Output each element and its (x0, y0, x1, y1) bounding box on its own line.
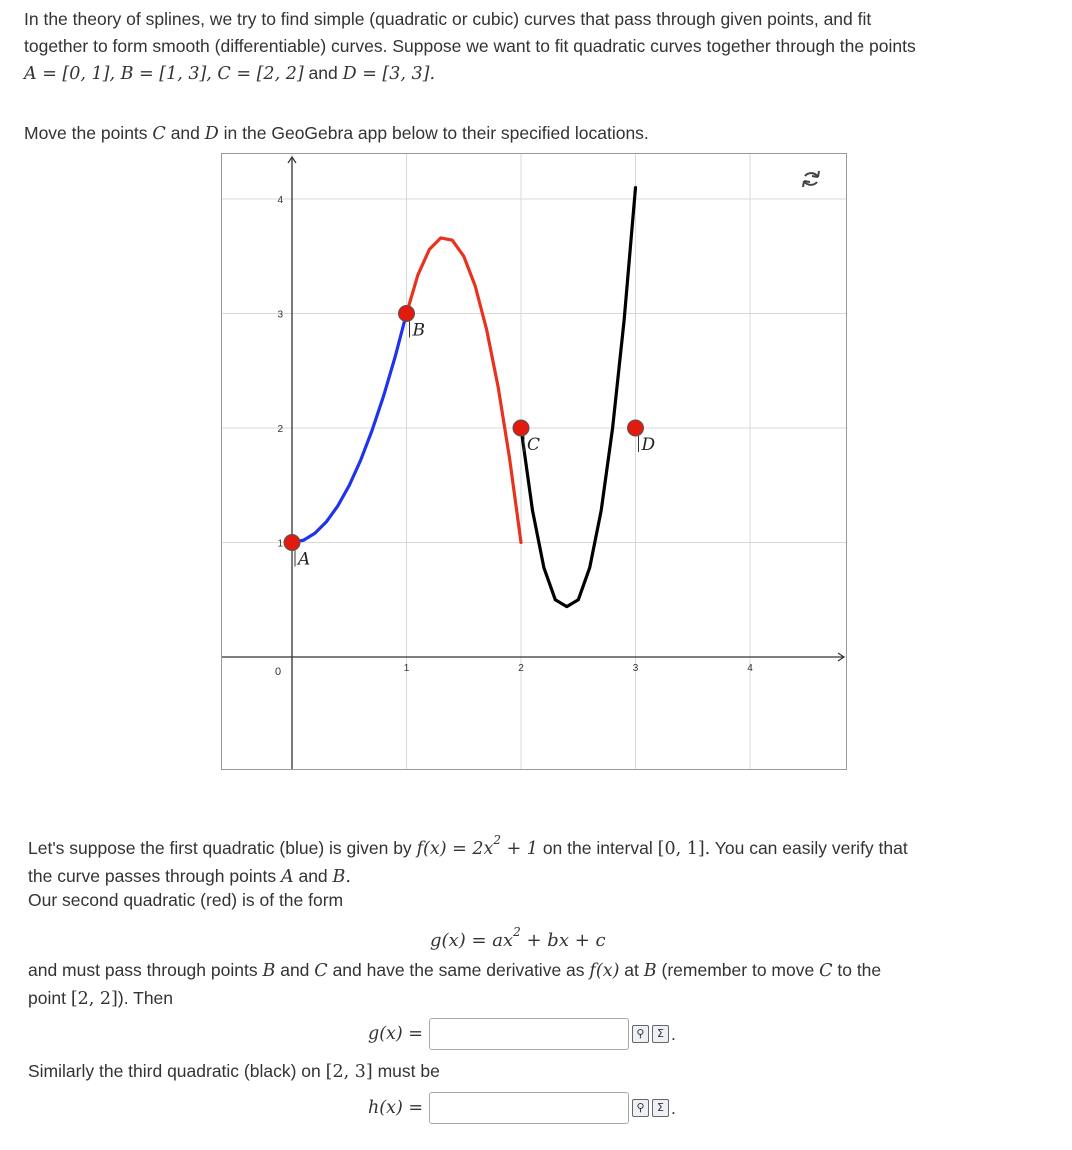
preview-icon[interactable]: ⚲ (632, 1099, 649, 1117)
intro-line-1: In the theory of splines, we try to find simple (quadratic or cubic) curves that pass through given points, and fit (24, 9, 872, 29)
refresh-icon[interactable] (803, 171, 819, 187)
x-tick-label: 1 (403, 663, 410, 674)
y-tick-label: 1 (277, 538, 283, 550)
curve-g (407, 238, 522, 543)
intro-line-3 (24, 60, 1044, 88)
sigma-icon[interactable]: Σ (652, 1099, 669, 1117)
x-tick-label: 4 (747, 663, 753, 674)
point-d-math: D = [3, 3]. (342, 64, 436, 84)
origin-label: 0 (275, 666, 282, 678)
y-tick-label: 3 (277, 309, 283, 321)
point-label-a: A (298, 549, 311, 570)
point-b[interactable] (399, 306, 415, 322)
y-tick-label: 4 (277, 195, 283, 206)
point-a[interactable] (284, 535, 300, 551)
h-label: h(x) = (368, 1098, 424, 1118)
g-answer-input[interactable] (429, 1018, 629, 1050)
points-math: A = [0, 1], B = [1, 3], C = [2, 2] (24, 64, 304, 84)
h-answer-input[interactable] (429, 1092, 629, 1124)
body-paragraph-2: Our second quadratic (red) is of the form (28, 890, 344, 910)
point-label-b: B (412, 320, 425, 341)
move-instruction: Move the points C and D in the GeoGebra app below to their specified locations. (24, 123, 649, 144)
body-paragraph-1: Let's suppose the first quadratic (blue) is given by $f(x) = 2x^2 + 1$ on the interval [0, 1]. You can easily verify that the curve passes through points A and B. (28, 833, 908, 887)
g-answer-row: g(x) = ⚲ Σ . (368, 1018, 676, 1050)
x-tick-label: 3 (632, 663, 639, 674)
g-form-equation: $g(x) = ax^2$ + bx + c (430, 925, 606, 951)
sigma-icon[interactable]: Σ (652, 1025, 669, 1043)
body-paragraph-4: Similarly the third quadratic (black) on [2, 3] must be (28, 1061, 440, 1082)
intro-line-2: together to form smooth (differentiable) curves. Suppose we want to fit quadratic curves together through the points (24, 36, 916, 56)
body-paragraph-3: and must pass through points B and C and have the same derivative as f(x) at B (remember to move C to the point [2, 2]). Then (28, 960, 882, 1009)
preview-icon[interactable]: ⚲ (632, 1025, 649, 1043)
intro-paragraph (24, 6, 1044, 88)
point-label-d: D (641, 435, 656, 455)
g-label: g(x) = (368, 1024, 423, 1044)
x-tick-label: 2 (518, 663, 524, 674)
point-c[interactable] (513, 420, 529, 436)
y-tick-label: 2 (277, 424, 283, 435)
curve-h (521, 188, 636, 607)
point-d[interactable] (628, 420, 644, 436)
graph-canvas[interactable] (222, 154, 846, 769)
h-answer-row: h(x) = ⚲ Σ . (368, 1092, 676, 1124)
f-definition: $f(x) = 2x^2 + 1$ (416, 833, 538, 859)
point-label-c: C (527, 435, 541, 455)
intro-and: and (308, 63, 338, 83)
geogebra-app[interactable] (221, 153, 847, 770)
